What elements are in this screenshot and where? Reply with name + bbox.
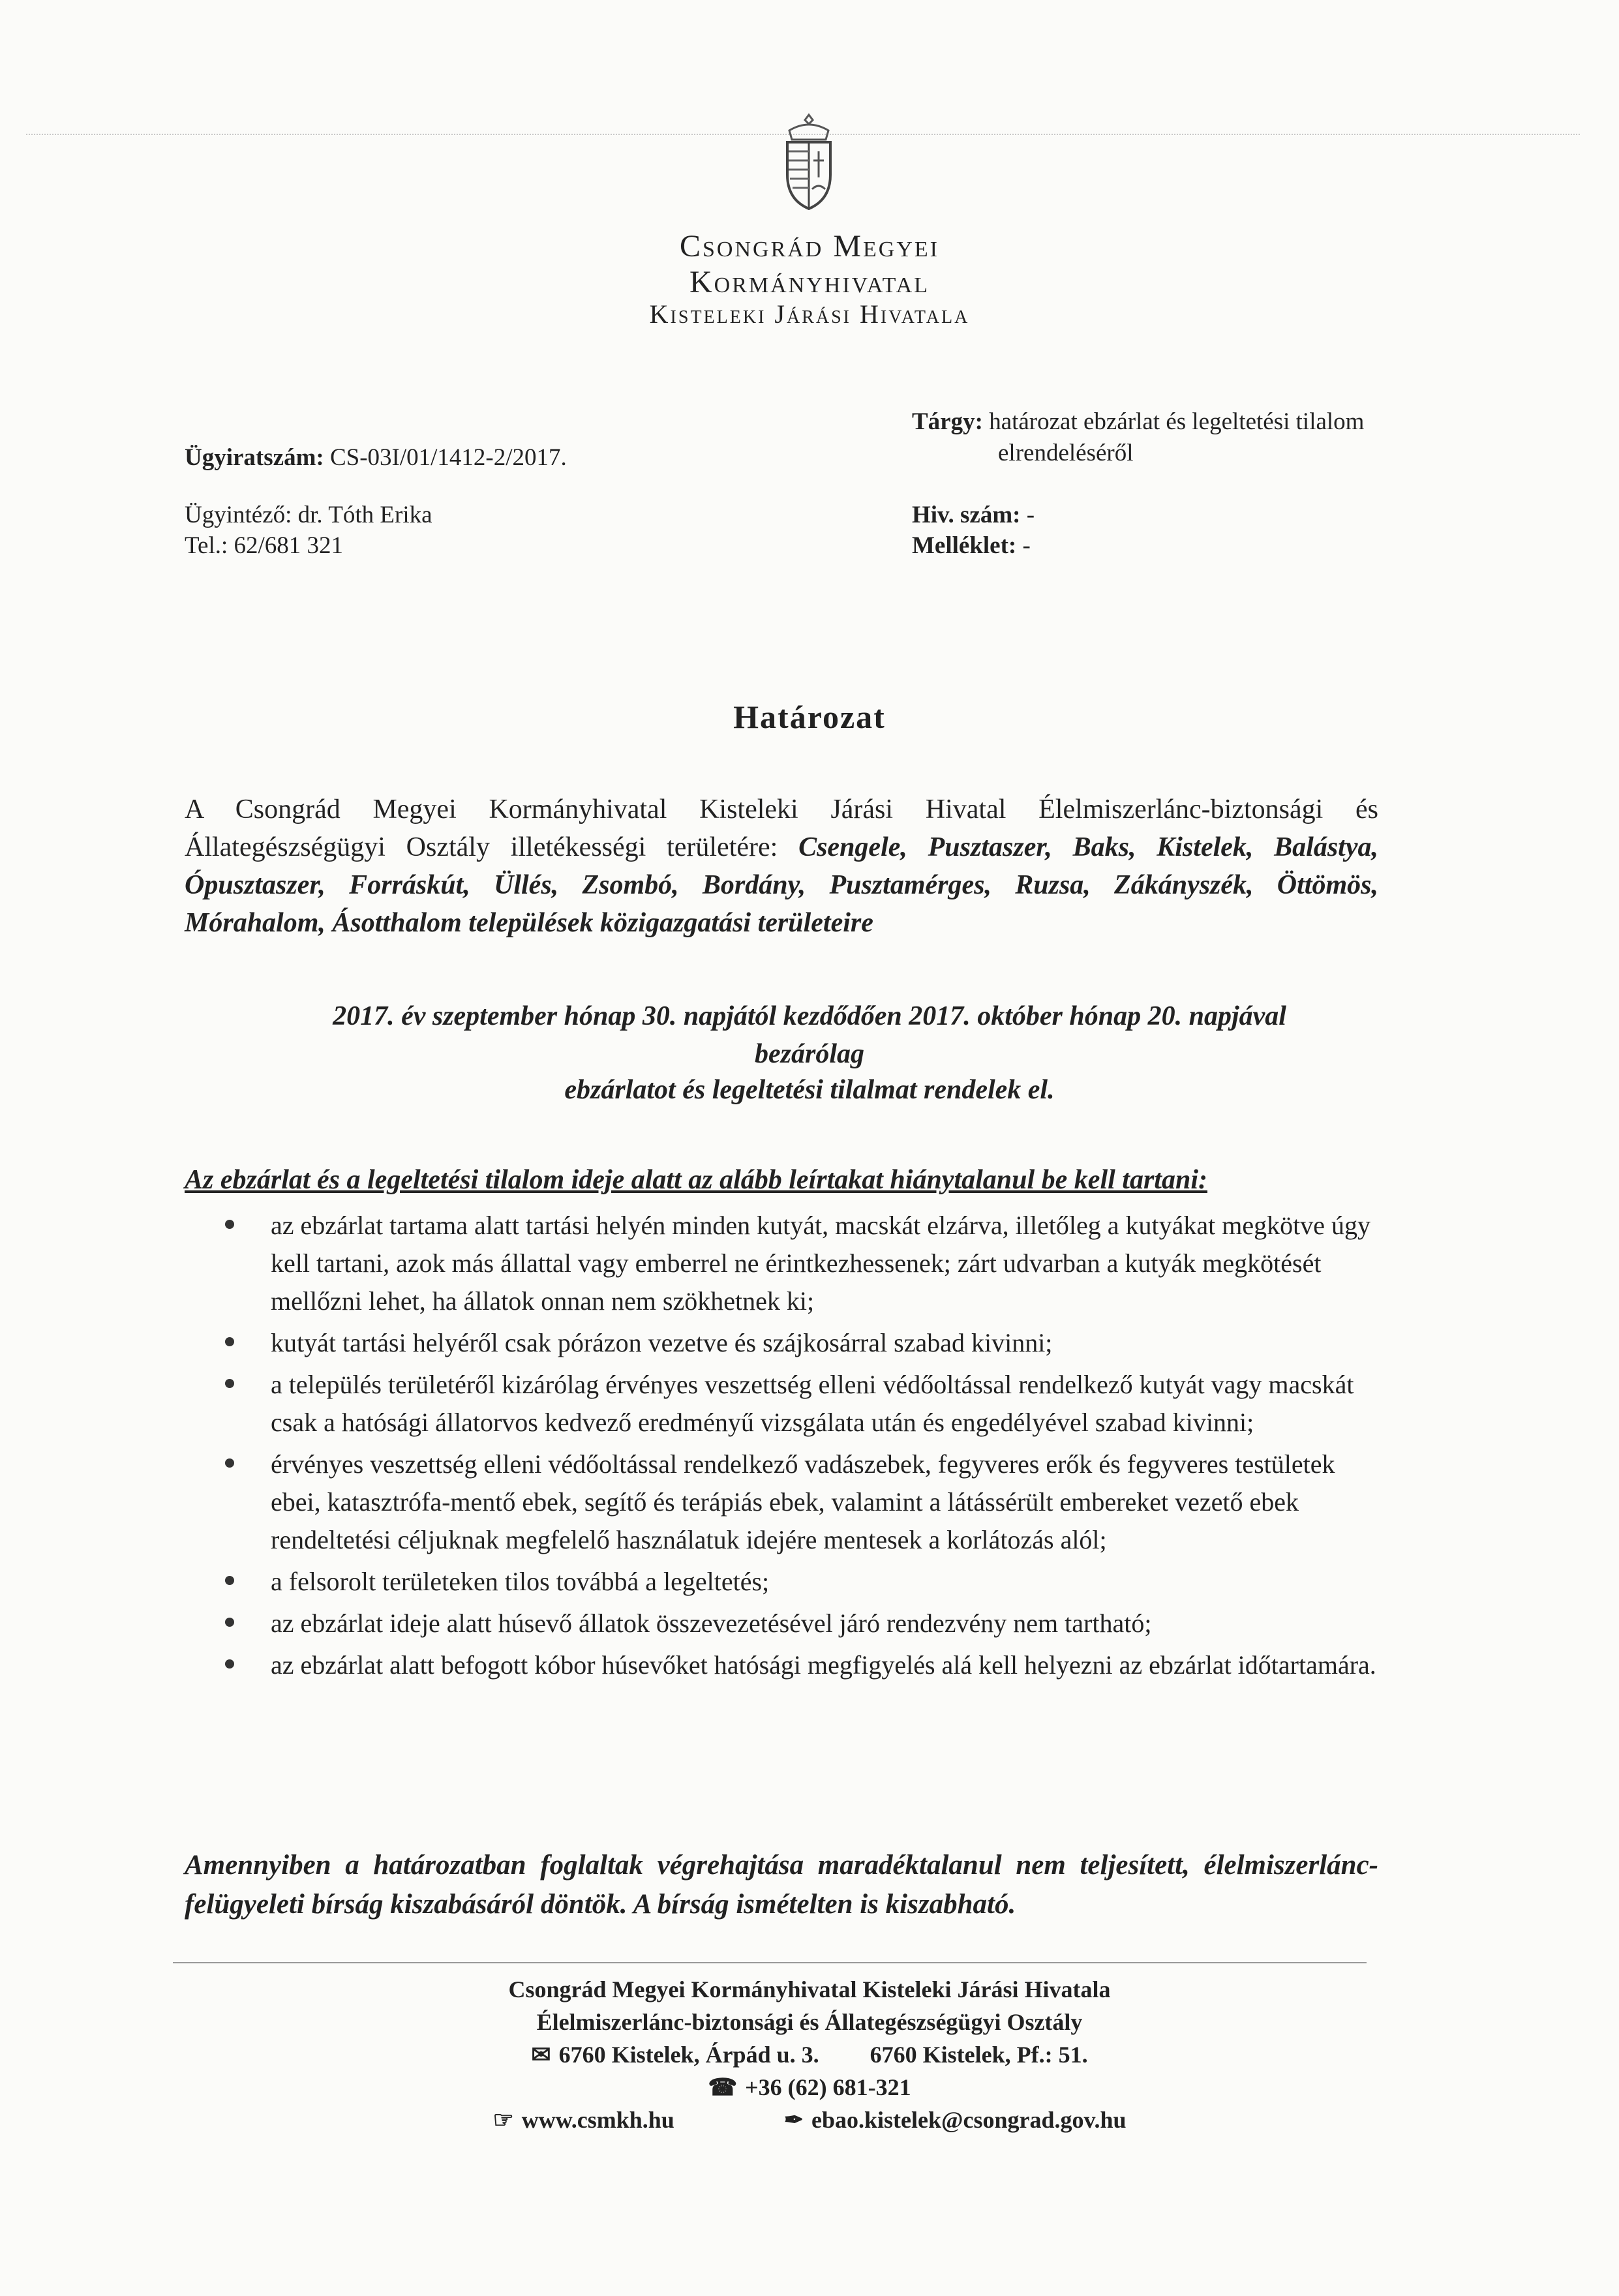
phone-icon: ☎ [708, 2074, 738, 2100]
clerk-label: Ügyintéző: [185, 502, 292, 528]
header-line-1: Csongrád Megyei [679, 229, 940, 264]
list-item-text: a település területéről kizárólag érvényes veszettség elleni védőoltással rendelkező kutyát vagy macskát csak a hatósági állatorvos kedvező eredményű vizsgálata után és engedélyével szabad kivinni; [271, 1370, 1354, 1437]
clerk-value: dr. Tóth Erika [297, 502, 432, 528]
list-item [225, 1366, 1386, 1442]
list-item-text: érvényes veszettség elleni védőoltással rendelkező vadászebek, fegyveres erők és fegyveres testületek ebei, katasztrófa-mentő ebek, segítő és terápiás ebek, valamint a látássérült embereket vezető ebek rendeltetési céljuknak megfelelő használatuk idejére mentesek a korlátozás alól; [271, 1449, 1335, 1554]
list-item [225, 1605, 1386, 1642]
bullet-icon [225, 1220, 234, 1229]
intro-text: A Csongrád Megyei Kormányhivatal Kisteleki Járási Hivatal Élelmiszerlánc-biztonsági és Állategészségügyi Osztály illetékességi területére: [185, 794, 1378, 862]
attachment-label: Melléklet: [912, 532, 1017, 559]
bullet-icon [225, 1659, 234, 1669]
decision-line-3: ebzárlatot és legeltetési tilalmat rendelek el. [564, 1075, 1055, 1105]
case-number-value: CS-03I/01/1412-2/2017. [329, 444, 567, 471]
email-icon: ✒ [783, 2107, 804, 2133]
list-item [225, 1563, 1386, 1601]
list-item [225, 1445, 1386, 1559]
coat-of-arms-icon [773, 111, 845, 215]
phone-value: 62/681 321 [234, 532, 344, 559]
decision-line-2: bezárólag [755, 1039, 864, 1069]
rules-list [225, 1207, 1386, 1688]
subject-line-1: határozat ebzárlat és legeltetési tilalom [989, 408, 1365, 435]
list-item [225, 1324, 1386, 1362]
phone-label: Tel.: [185, 532, 228, 559]
list-item-text: az ebzárlat ideje alatt húsevő állatok összevezetésével járó rendezvény nem tartható; [271, 1609, 1152, 1638]
footer-email[interactable]: ebao.kistelek@csongrad.gov.hu [811, 2107, 1127, 2133]
footer-pobox: 6760 Kistelek, Pf.: 51. [870, 2042, 1088, 2068]
footer-address: 6760 Kistelek, Árpád u. 3. [558, 2042, 819, 2068]
bullet-icon [225, 1337, 234, 1346]
footer-phone-line [0, 2071, 1619, 2104]
bullet-icon [225, 1618, 234, 1627]
header-line-3: Kisteleki Járási Hivatala [649, 299, 970, 329]
clerk [185, 501, 432, 529]
intro-paragraph [185, 791, 1378, 942]
attachment-value: - [1022, 532, 1031, 559]
footer-org-2: Élelmiszerlánc-biztonsági és Állategészségügyi Osztály [536, 2009, 1083, 2035]
reference-label: Hiv. szám: [912, 502, 1021, 528]
subject [912, 408, 1364, 436]
footer-web-line [0, 2104, 1619, 2136]
case-number-label: Ügyiratszám: [185, 444, 324, 471]
rules-title: Az ebzárlat és a legeltetési tilalom ideje alatt az alább leírtakat hiánytalanul be kell tartani: [185, 1165, 1207, 1195]
phone [185, 532, 343, 560]
footer-address-line [0, 2038, 1619, 2071]
list-item-text: a felsorolt területeken tilos továbbá a legeltetés; [271, 1567, 770, 1596]
footer-web[interactable]: www.csmkh.hu [521, 2107, 674, 2133]
attachment [912, 532, 1031, 560]
bullet-icon [225, 1576, 234, 1585]
document-title: Határozat [733, 699, 886, 735]
header-line-2: Kormányhivatal [689, 265, 930, 299]
reference-value: - [1026, 502, 1035, 528]
footer-divider [173, 1962, 1367, 1963]
list-item-text: az ebzárlat tartama alatt tartási helyén minden kutyát, macskát elzárva, illetőleg a kutyákat megkötve úgy kell tartani, azok más állattal vagy emberrel ne érintkezhessenek; zárt udvarban a kutyák megkötését mellőzni lehet, ha állatok onnan nem szökhetnek ki; [271, 1211, 1370, 1316]
intro-places: Csengele, Pusztaszer, Baks, Kistelek, Balástya, Ópusztaszer, Forráskút, Üllés, Zsombó, Bordány, Pusztamérges, Ruzsa, Zákányszék, Öttömös, Mórahalom, Ásotthalom települések közigazgatási területeire [185, 832, 1378, 938]
bullet-icon [225, 1458, 234, 1468]
case-number [185, 444, 567, 472]
list-item [225, 1207, 1386, 1320]
footer-org-1: Csongrád Megyei Kormányhivatal Kisteleki Járási Hivatala [508, 1976, 1111, 2002]
decision-line-1: 2017. év szeptember hónap 30. napjától kezdődően 2017. október hónap 20. napjával [333, 1001, 1286, 1031]
list-item-text: kutyát tartási helyéről csak pórázon vezetve és szájkosárral szabad kivinni; [271, 1328, 1053, 1357]
reference-number [912, 501, 1035, 529]
penalty-warning: Amennyiben a határozatban foglaltak végrehajtása maradéktalanul nem teljesített, élelmiszerlánc-felügyeleti bírság kiszabásáról döntök. A bírság ismételten is kiszabható. [185, 1850, 1378, 1920]
bullet-icon [225, 1379, 234, 1388]
web-icon: ☞ [492, 2107, 514, 2133]
list-item-text: az ebzárlat alatt befogott kóbor húsevőket hatósági megfigyelés alá kell helyezni az ebzárlat időtartamára. [271, 1650, 1376, 1680]
list-item [225, 1646, 1386, 1684]
envelope-icon: ✉ [531, 2042, 551, 2068]
footer-phone: +36 (62) 681-321 [745, 2074, 911, 2100]
subject-label: Tárgy: [912, 408, 983, 435]
subject-line-2: elrendeléséről [998, 440, 1134, 466]
